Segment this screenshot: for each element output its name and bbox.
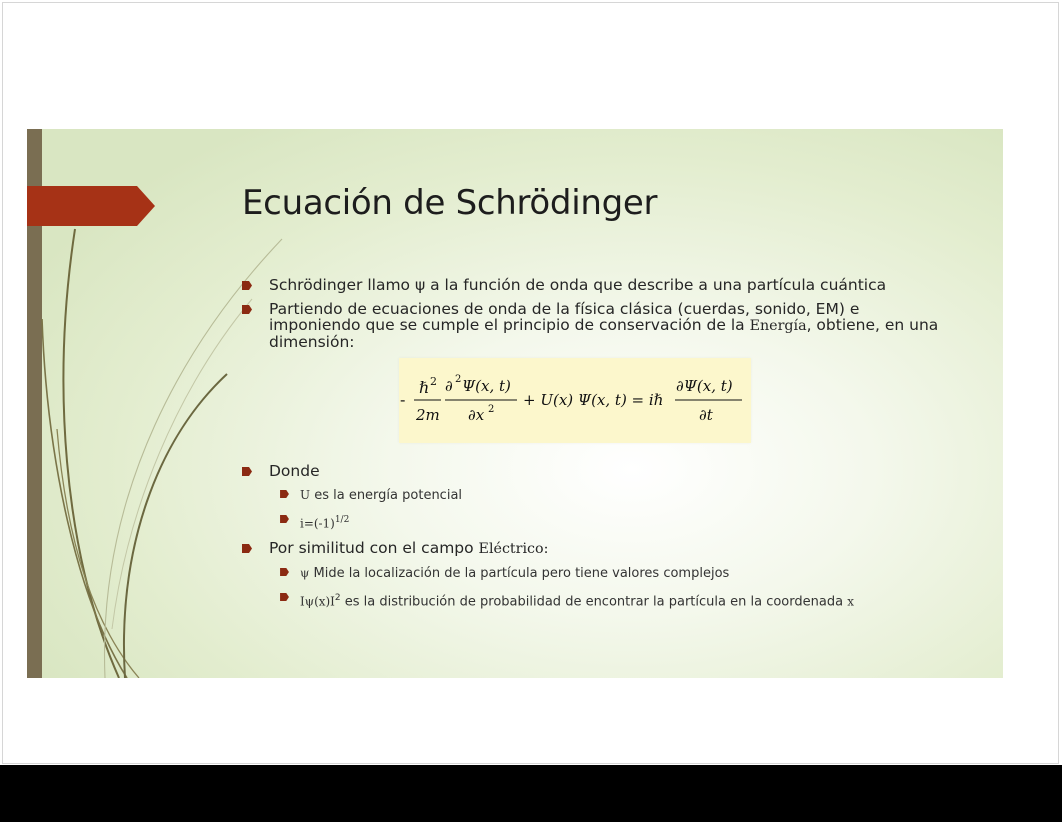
subbullet-text: es la distribución de probabilidad de encontrar la partícula en la coordenada <box>340 594 848 610</box>
slide-title: Ecuación de Schrödinger <box>242 183 658 223</box>
eq-2m: 2m <box>416 406 440 424</box>
var-i: i=(-1) <box>300 516 335 531</box>
var-psi-modulus: Iψ(x)I <box>300 594 335 609</box>
subbullet-i <box>242 512 942 532</box>
var-u: U <box>300 488 311 502</box>
bullet-donde <box>242 463 942 479</box>
bullet-text-end: , obtiene, en una dimensión: <box>269 316 939 351</box>
eq-hbar: ℏ <box>419 378 430 397</box>
eq-exponent: 2 <box>430 375 437 388</box>
bullet-arrow-icon <box>242 544 252 553</box>
bullet-text: Schrödinger llamo ψ a la función de onda que describe a una partícula cuántica <box>269 276 887 294</box>
eq-exponent: 2 <box>455 374 462 385</box>
eq-dt: ∂t <box>699 406 713 424</box>
bullet-text: Donde <box>269 462 320 480</box>
bullet-schrodinger-psi <box>242 277 942 293</box>
eq-exponent: 2 <box>488 404 495 415</box>
subbullet-text: Mide la localización de la partícula pero tiene valores complejos <box>309 566 730 582</box>
bullet-serif-word: Eléctrico: <box>478 541 549 558</box>
var-x: x <box>847 594 854 609</box>
bottom-black-bar <box>0 765 1062 822</box>
eq-dx: ∂x <box>468 406 485 424</box>
subbullet-probabilidad <box>242 590 942 610</box>
bullet-serif-word: Energía <box>749 318 807 334</box>
eq-partial: ∂ <box>445 377 453 395</box>
bullet-arrow-icon <box>280 490 289 498</box>
eq-potential-term: + U(x) Ψ(x, t) = iℏ <box>523 391 664 409</box>
bullet-arrow-icon <box>242 305 252 314</box>
bullet-arrow-icon <box>280 568 289 576</box>
schrodinger-equation <box>399 358 751 443</box>
bullet-text: Partiendo de ecuaciones de onda de la física clásica (cuerdas, sonido, EM) e imponiendo que se cumple el principio de conservación de la <box>269 300 860 334</box>
var-i-exponent: 1/2 <box>334 515 350 525</box>
bullet-arrow-icon <box>280 593 289 601</box>
bullet-arrow-icon <box>242 281 252 290</box>
bullet-campo-electrico <box>242 540 942 557</box>
bullet-list <box>242 277 942 619</box>
subbullet-psi <box>242 565 942 582</box>
slide <box>27 129 1003 678</box>
var-psi: ψ <box>300 566 310 581</box>
bullet-text: Por similitud con el campo <box>269 539 479 558</box>
var-psi-exponent: 2 <box>334 593 341 604</box>
bullet-arrow-icon <box>242 467 252 476</box>
bullet-arrow-icon <box>280 515 289 523</box>
title-arrow-shape <box>27 186 155 226</box>
eq-psi: Ψ(x, t) <box>462 377 511 395</box>
subbullet-text: es la energía potencial <box>310 488 463 503</box>
eq-minus: - <box>400 390 406 409</box>
subbullet-u <box>242 487 942 504</box>
eq-dpsi: ∂Ψ(x, t) <box>676 377 733 395</box>
bullet-ecuaciones-onda <box>242 301 942 350</box>
